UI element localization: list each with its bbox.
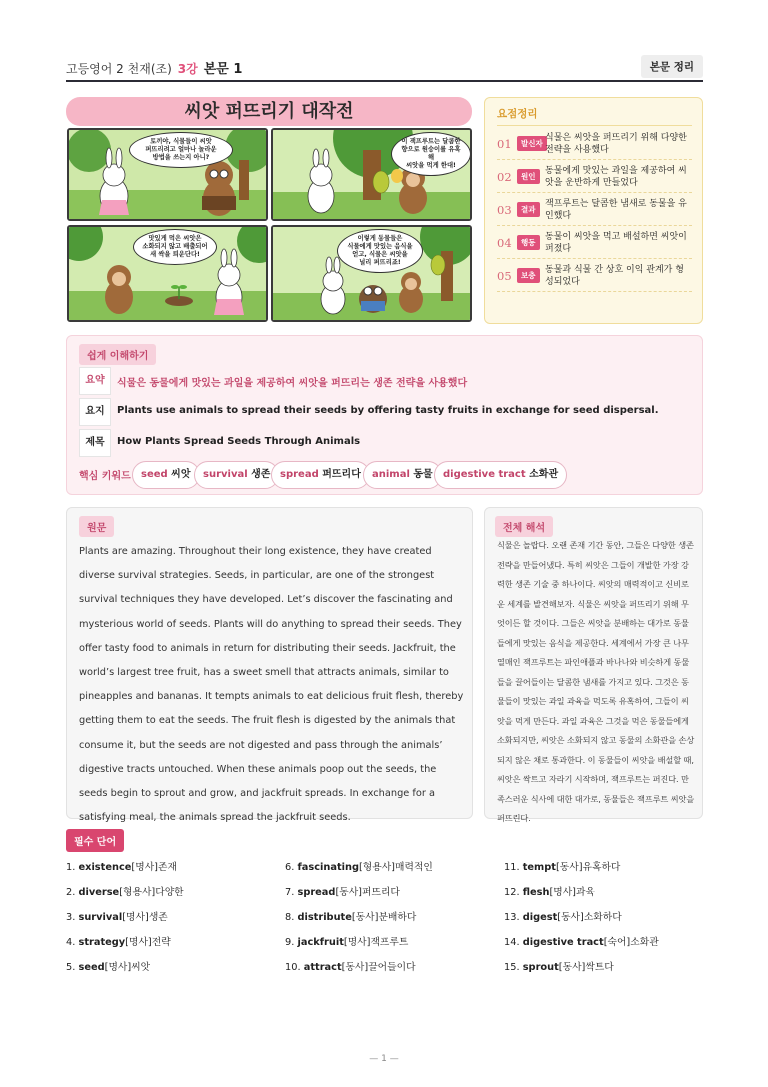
comic-panel-3 [67, 225, 268, 322]
vocab-item [66, 959, 150, 973]
original-text-box [66, 507, 473, 824]
section-title: 본문 1 [203, 62, 243, 77]
vocab-pos: [명사] [104, 962, 132, 973]
speech-bubble-2: 이 잭프루트는 달콤한 향으로 원숭이를 유혹해 씨앗을 먹게 한대! [391, 132, 471, 176]
summary-item-number: 02 [497, 170, 512, 184]
vocab-pos: [동사] [557, 912, 584, 923]
vocab-pos: [동사] [555, 862, 583, 873]
vocab-meaning: 분배하다 [378, 912, 417, 923]
vocab-meaning: 과육 [576, 887, 595, 898]
vocab-meaning: 전략 [151, 937, 171, 948]
row-text-gist: Plants use animals to spread their seeds by offering tasty fruits in exchange for seed dispersal. [117, 405, 659, 416]
lesson-number: 3강 [177, 62, 198, 76]
vocab-pos: [명사] [122, 912, 149, 923]
summary-item-text: 동물이 씨앗을 먹고 배설하면 씨앗이 퍼졌다 [545, 232, 687, 254]
vocab-meaning: 끌어들이다 [368, 962, 416, 973]
vocab-word: strategy [78, 937, 126, 948]
row-label-gist: 요지 [79, 398, 111, 426]
comic-title: 씨앗 퍼뜨리기 대작전 [66, 97, 472, 126]
vocab-word: diverse [78, 887, 120, 898]
vocab-item [504, 909, 622, 923]
vocab-word: seed [78, 962, 105, 973]
original-title: 원문 [79, 516, 114, 537]
keyword-en: animal [372, 469, 410, 480]
summary-item-text: 식물은 씨앗을 퍼뜨리기 위해 다양한 전략을 사용했다 [545, 133, 687, 155]
vocab-item [504, 959, 614, 973]
summary-item [497, 196, 692, 226]
vocab-word: fascinating [297, 862, 359, 873]
speech-bubble-3: 맛있게 먹은 씨앗은 소화되지 않고 배출되어 새 싹을 틔운단다! [133, 229, 217, 265]
translation-title: 전체 해석 [495, 516, 553, 537]
vocab-pos: [명사] [131, 862, 158, 873]
vocab-meaning: 싹트다 [585, 962, 614, 973]
vocab-item [504, 859, 620, 873]
vocab-item [285, 859, 433, 873]
comic-panel-1 [67, 128, 268, 221]
vocab-number: 1. [66, 862, 76, 873]
vocab-item [285, 909, 416, 923]
summary-item-number: 04 [497, 236, 512, 250]
easy-understand-title: 쉽게 이해하기 [79, 344, 156, 365]
keyword-en: spread [280, 469, 319, 480]
header-badge: 본문 정리 [641, 55, 703, 78]
vocab-item [285, 959, 416, 973]
vocab-word: sprout [522, 962, 559, 973]
vocab-pos: [명사] [343, 937, 371, 948]
vocab-word: jackfruit [297, 937, 344, 948]
keyword-en: digestive tract [443, 469, 526, 480]
vocab-meaning: 소화관 [630, 937, 659, 948]
keyword-chip [363, 461, 442, 489]
row-label-summary: 요약 [79, 367, 111, 395]
speech-bubble-4: 이렇게 동물들은 식물에게 맛있는 음식을 얻고, 식물은 씨앗을 널리 퍼뜨리죠! [337, 229, 423, 273]
vocab-item [66, 934, 171, 948]
vocab-pos: [명사] [125, 937, 152, 948]
vocab-word: digestive tract [522, 937, 604, 948]
keyword-chip [132, 461, 200, 489]
keyword-chip [194, 461, 279, 489]
vocab-word: survival [78, 912, 123, 923]
vocab-number: 4. [66, 937, 76, 948]
summary-item [497, 163, 692, 193]
vocab-number: 2. [66, 887, 76, 898]
vocab-item [285, 934, 408, 948]
keyword-ko: 동물 [413, 469, 433, 480]
summary-item-number: 05 [497, 269, 512, 283]
original-passage: Plants are amazing. Throughout their long existence, they have created diverse survival strategies. Seeds, in particular, are one of the strongest survival techniques they have developed. Let’s discover the fascinating and mysterious world of seeds. Plants will do anything to spread their seeds. They offer tasty food to animals in return for distributing their seeds. Jackfruit, the world’s largest tree fruit, has a sweet smell that attracts animals, similar to pineapples and bananas. It tempts animals to eat delicious fruit flesh, thereby getting them to eat the seeds. The fruit flesh is digested by the animals that consume it, but the seeds are not digested and pass through the animals’ digestive tracts untouched. When these animals poop out the seeds, the seeds begin to sprout and grow, and jackfruit spreads. In exchange for a satisfying meal, the animals spread the jackfruit seeds. [79, 546, 464, 824]
vocab-item [504, 884, 595, 898]
summary-item [497, 229, 692, 259]
vocab-meaning: 씨앗 [131, 962, 151, 973]
translation-box [484, 507, 703, 823]
comic-panel-4 [271, 225, 472, 322]
page-header [66, 54, 703, 82]
keyword-en: survival [203, 469, 248, 480]
vocab-word: tempt [522, 862, 556, 873]
vocab-meaning: 잭프루트 [370, 937, 409, 948]
summary-item-text: 잭프루트는 달콤한 냄새로 동물을 유인했다 [545, 199, 687, 221]
vocab-number: 9. [285, 937, 295, 948]
keyword-chip [271, 461, 370, 489]
header-divider [66, 80, 703, 82]
vocab-item [66, 859, 177, 873]
vocab-word: existence [78, 862, 132, 873]
vocab-meaning: 소화하다 [583, 912, 622, 923]
vocab-pos: [동사] [351, 912, 379, 923]
vocab-pos: [동사] [341, 962, 369, 973]
keyword-ko: 씨앗 [171, 469, 191, 480]
vocab-number: 10. [285, 962, 301, 973]
vocab-meaning: 존재 [157, 862, 177, 873]
vocab-number: 7. [285, 887, 295, 898]
summary-item-number: 03 [497, 203, 512, 217]
vocab-number: 5. [66, 962, 76, 973]
vocab-word: spread [297, 887, 336, 898]
vocab-item [66, 884, 184, 898]
vocab-number: 14. [504, 937, 520, 948]
comic-panel-2 [271, 128, 472, 221]
row-label-title: 제목 [79, 429, 111, 457]
vocab-number: 12. [504, 887, 520, 898]
summary-item-number: 01 [497, 137, 512, 151]
summary-item-text: 동물과 식물 간 상호 이익 관계가 형성되었다 [545, 265, 684, 287]
vocab-meaning: 매력적인 [395, 862, 433, 873]
summary-box [484, 97, 703, 324]
course-name: 고등영어 2 천재(조) [66, 62, 172, 76]
summary-item [497, 130, 692, 160]
vocab-pos: [명사] [549, 887, 577, 898]
vocab-item [66, 909, 168, 923]
vocab-word: attract [303, 962, 342, 973]
vocab-pos: [형용사] [119, 887, 156, 898]
summary-item-tag: 결과 [517, 202, 540, 217]
keyword-en: seed [141, 469, 168, 480]
vocab-item [504, 934, 659, 948]
vocab-title: 필수 단어 [66, 829, 124, 852]
vocab-item [285, 884, 400, 898]
summary-title: 요점정리 [497, 108, 538, 120]
page-number: — 1 — [369, 1054, 399, 1064]
keyword-ko: 퍼뜨리다 [322, 469, 361, 480]
summary-item-tag: 행동 [517, 235, 540, 250]
translation-passage: 식물은 놀랍다. 오랜 존재 기간 동안, 그들은 다양한 생존 전략을 만들어냈다. 특히 씨앗은 그들이 개발한 가장 강력한 생존 기술 중 하나이다. 씨앗의 매력적이고 신비로운 세계를 발견해보자. 식물은 씨앗을 퍼뜨리기 위해 무엇이든 할 것이다. 그들은 씨앗을 분배하는 대가로 동물들에게 맛있는 음식을 제공한다. 세계에서 가장 큰 나무 열매인 잭프루트는 파인애플과 바나나와 비슷하게 동물들을 끌어들이는 달콤한 냄새를 가지고 있다. 그것은 동물들이 맛있는 과일 과육을 먹도록 유혹하여, 그들이 씨앗을 먹게 만든다. 과일 과육은 그것을 먹은 동물들에게 소화되지만, 씨앗은 소화되지 않고 동물의 소화관을 손상되지 않은 채로 통과한다. 이 동물들이 씨앗을 배설할 때, 씨앗은 싹트고 자라기 시작하며, 잭프루트는 퍼진다. 만족스러운 식사에 대한 대가로, 동물들은 잭프루트 씨앗을 퍼뜨린다. [497, 540, 695, 823]
summary-divider [497, 125, 692, 126]
keyword-ko: 생존 [251, 469, 271, 480]
vocab-word: flesh [522, 887, 550, 898]
vocab-pos: [형용사] [358, 862, 396, 873]
row-text-title: How Plants Spread Seeds Through Animals [117, 436, 361, 447]
summary-item [497, 262, 692, 292]
vocab-number: 11. [504, 862, 520, 873]
row-text-summary: 식물은 동물에게 맛있는 과일을 제공하여 씨앗을 퍼뜨리는 생존 전략을 사용했다 [117, 378, 468, 389]
vocab-word: distribute [297, 912, 352, 923]
vocab-number: 3. [66, 912, 76, 923]
vocab-word: digest [522, 912, 558, 923]
keyword-ko: 소화관 [529, 469, 559, 480]
vocab-pos: [동사] [335, 887, 363, 898]
vocab-meaning: 생존 [148, 912, 168, 923]
vocab-number: 15. [504, 962, 520, 973]
vocab-meaning: 퍼뜨리다 [362, 887, 400, 898]
summary-item-text: 동물에게 맛있는 과일을 제공하여 씨앗을 운반하게 만들었다 [545, 166, 687, 188]
vocab-number: 8. [285, 912, 295, 923]
header-course-line [66, 58, 242, 77]
speech-bubble-1: 토끼야, 식물들이 씨앗 퍼뜨리려고 얼마나 놀라운 방법을 쓰는지 아니? [129, 132, 233, 168]
vocab-number: 6. [285, 862, 295, 873]
vocab-pos: [동사] [558, 962, 586, 973]
summary-item-tag: 원인 [517, 169, 540, 184]
vocab-meaning: 다양한 [155, 887, 184, 898]
vocab-meaning: 유혹하다 [582, 862, 621, 873]
vocab-number: 13. [504, 912, 520, 923]
keyword-chip [434, 461, 567, 489]
summary-item-tag: 발신자 [517, 136, 547, 151]
vocab-pos: [숙어] [603, 937, 631, 948]
keywords-label: 핵심 키워드 [79, 471, 131, 482]
summary-item-tag: 보충 [517, 268, 540, 283]
easy-understand-box [66, 335, 703, 495]
